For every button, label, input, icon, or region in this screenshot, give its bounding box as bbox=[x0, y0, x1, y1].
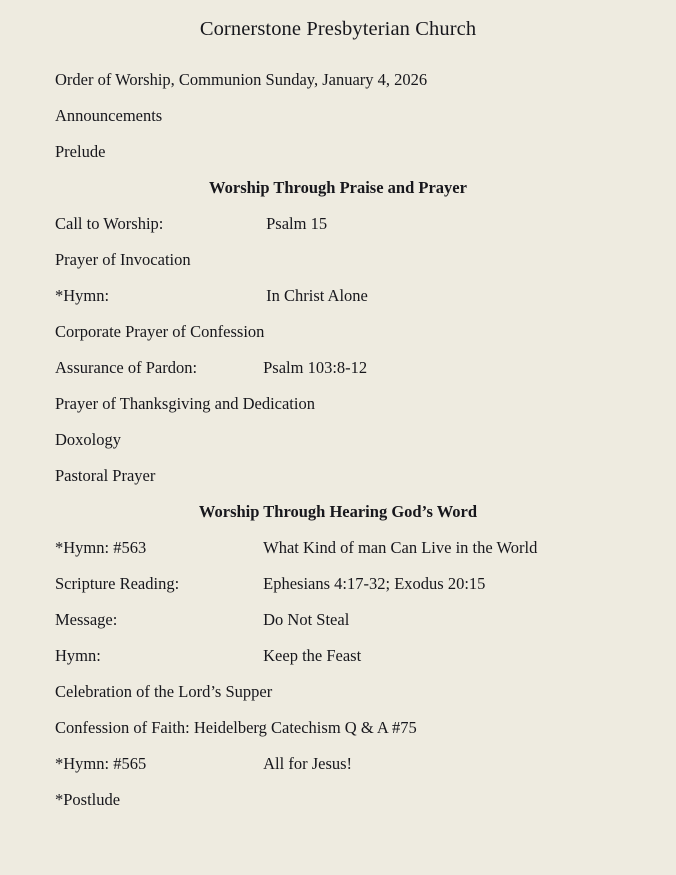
order-item-value: All for Jesus! bbox=[263, 753, 353, 773]
order-item-label: Confession of Faith: Heidelberg Catechism Q & A #75 bbox=[55, 717, 417, 737]
order-item-label: Scripture Reading: bbox=[55, 573, 180, 593]
order-item-label: *Hymn: bbox=[55, 285, 110, 305]
order-item-label: Pastoral Prayer bbox=[55, 465, 156, 485]
order-item-prelude bbox=[0, 134, 676, 170]
order-item-corporate-prayer-of-confession bbox=[0, 314, 676, 350]
order-item-label: *Hymn: #565 bbox=[55, 753, 147, 773]
order-item-value: Psalm 15 bbox=[266, 213, 328, 233]
order-item-label: Corporate Prayer of Confession bbox=[55, 321, 265, 341]
order-item-hymn-565 bbox=[0, 746, 676, 782]
order-item-value: Do Not Steal bbox=[263, 609, 350, 629]
order-item-hymn-563 bbox=[0, 530, 676, 566]
order-item-label: *Hymn: #563 bbox=[55, 537, 147, 557]
order-item-label: Call to Worship: bbox=[55, 213, 164, 233]
order-item-label: *Postlude bbox=[55, 789, 121, 809]
order-item-label: Doxology bbox=[55, 429, 121, 449]
order-item-announcements bbox=[0, 98, 676, 134]
order-item-hymn-keep-the-feast bbox=[0, 638, 676, 674]
order-item-lords-supper bbox=[0, 674, 676, 710]
order-item-scripture-reading bbox=[0, 566, 676, 602]
order-item-value: In Christ Alone bbox=[266, 285, 368, 305]
order-item-assurance-of-pardon bbox=[0, 350, 676, 386]
order-item-label: Assurance of Pardon: bbox=[55, 357, 198, 377]
order-item-label: Hymn: bbox=[55, 645, 101, 665]
order-item-message bbox=[0, 602, 676, 638]
order-item-label: Message: bbox=[55, 609, 118, 629]
order-item-call-to-worship bbox=[0, 206, 676, 242]
order-item-confession-of-faith bbox=[0, 710, 676, 746]
order-item-label: Prayer of Thanksgiving and Dedication bbox=[55, 393, 315, 413]
order-item-label: Celebration of the Lord’s Supper bbox=[55, 681, 273, 701]
order-item-hymn-in-christ-alone bbox=[0, 278, 676, 314]
order-item-value: Keep the Feast bbox=[263, 645, 362, 665]
page-title: Cornerstone Presbyterian Church bbox=[199, 18, 477, 40]
order-item-label: Announcements bbox=[55, 105, 163, 125]
section-heading-hearing-gods-word: Worship Through Hearing God’s Word bbox=[198, 501, 478, 521]
order-item-value: What Kind of man Can Live in the World bbox=[263, 537, 538, 557]
order-of-worship-label: Order of Worship, Communion Sunday, January 4, 2026 bbox=[55, 69, 428, 89]
order-item-label: Prayer of Invocation bbox=[55, 249, 191, 269]
order-item-doxology bbox=[0, 422, 676, 458]
order-of-worship-line bbox=[0, 62, 676, 98]
bulletin-body bbox=[0, 40, 676, 818]
order-item-postlude bbox=[0, 782, 676, 818]
order-item-prayer-of-thanksgiving bbox=[0, 386, 676, 422]
order-item-value: Ephesians 4:17-32; Exodus 20:15 bbox=[263, 573, 486, 593]
order-item-label: Prelude bbox=[55, 141, 106, 161]
order-item-prayer-of-invocation bbox=[0, 242, 676, 278]
order-item-value: Psalm 103:8-12 bbox=[263, 357, 368, 377]
order-item-pastoral-prayer bbox=[0, 458, 676, 494]
section-heading-praise-and-prayer: Worship Through Praise and Prayer bbox=[209, 177, 467, 197]
